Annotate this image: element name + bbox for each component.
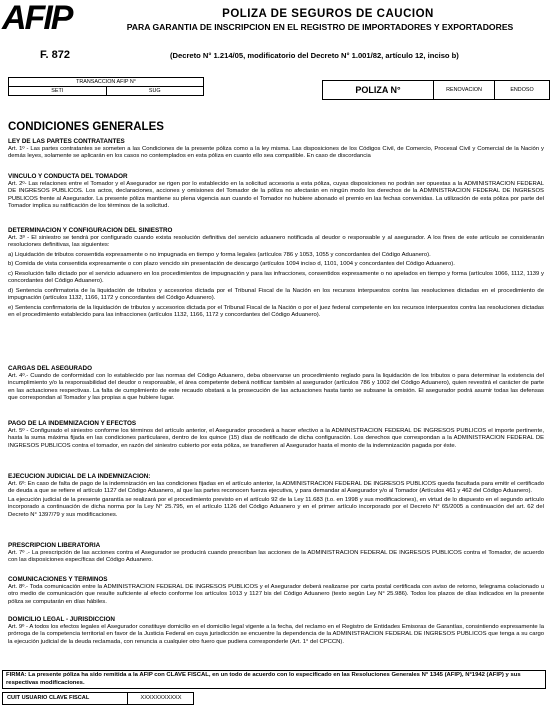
- section-text: Art. 1º - Las partes contratantes se someten a las Condiciones de la presente póliza como a la ley misma. Las disposiciones de los Códigos Civil, de Comercio, Procesal Civil y Comercial de la Nación y demás leyes, solamente se aplicarán en los casos no contemplados en esta póliza en cuanto ello sea compatible. En caso de discordancia: [8, 145, 544, 159]
- section-heading: EJECUCION JUDICIAL DE LA INDEMNIZACION:: [8, 473, 151, 480]
- section-text: Art. 2º- Las relaciones entre el Tomador y el Asegurador se rigen por lo establecido en la solicitud accesoria a esta póliza, cuyas disposiciones no podrán ser opuestas a la ADMINISTRACION FEDERAL DE INGRESOS PUBLICOS. Los actos, declaraciones, acciones y omisiones del Tomador de la póliza no afectarán en ningún modo los derechos de la ADMINISTRACION FEDERAL DE INGRESOS PUBLICOS frente al Asegurador. La presente póliza mantiene su plena vigencia aun cuando el Tomador no hubiere abonado el premio en las fechas convenidas. La utilización de esta póliza por parte del Tomador implica su ratificación de los términos de la solicitud.: [8, 180, 544, 209]
- afip-logo: AFIP: [2, 0, 72, 37]
- section-heading: CARGAS DEL ASEGURADO: [8, 365, 92, 372]
- section-ejecucion: [8, 473, 544, 519]
- section-item: e) Sentencia confirmatoria de la liquidación de tributos y accesorios dictada por el Tribunal Fiscal de la Nación o por el juez federal competente en los recursos interpuestos contra las resoluciones dictadas en el procedimiento establecido para las infracciones (artículos 1132, 1166, 1172 y concordantes del Código Aduanero).: [8, 304, 544, 318]
- section-heading: DETERMINACION Y CONFIGURACION DEL SINIESTRO: [8, 227, 173, 234]
- section-text: Art. 5º - Configurado el siniestro conforme los términos del artículo anterior, el Asegurador procederá a hacer efectivo a la ADMINISTRACION FEDERAL DE INGRESOS PUBLICOS el importe pertinente, hasta la suma máxima fijada en las condiciones particulares, dentro de los quince (15) días de notificado de dicha configuración. Los derechos que correspondan a la ADMINISTRACION FEDERAL DE INGRESOS PUBLICOS contra el tomador, en razón del siniestro cubierto por esta póliza, se transfieren al Asegurador hasta el monto de la indemnización pagada por éste.: [8, 427, 544, 449]
- form-number: F. 872: [40, 49, 70, 61]
- policy-box: [322, 80, 550, 100]
- cuit-value: XXXXXXXXXXX: [127, 693, 194, 704]
- section-heading: VINCULO Y CONDUCTA DEL TOMADOR: [8, 173, 128, 180]
- transaction-label: TRANSACCION AFIP N°: [9, 78, 204, 87]
- section-text: Art. 3º - El siniestro se tendrá por configurado cuando exista resolución definitiva del servicio aduanero notificada al deudor o responsable y al asegurador. A los fines de este artículo se considerarán resoluciones definitivas, las siguientes:: [8, 234, 544, 248]
- seti-field: SETI: [9, 87, 107, 96]
- sug-field: SUG: [106, 87, 204, 96]
- section-item: c) Resolución fallo dictado por el servicio aduanero en los procedimientos de impugnación y para las infracciones, consentidos expresamente o no apelados en tiempo y forma (artículos 1066, 1112, 1139 y concordantes del Código Aduanero).: [8, 270, 544, 284]
- renewal-label: RENOVACION: [434, 81, 495, 99]
- document-title: POLIZA DE SEGUROS DE CAUCION: [222, 8, 434, 20]
- section-prescripcion: [8, 542, 544, 565]
- signature-notice: FIRMA: La presente póliza ha sido remitida a la AFIP con CLAVE FISCAL, en un todo de acuerdo con lo especificado en las Resoluciones Generales N° 1345 (AFIP), N°1942 (AFIP) y sus respectivas modificaciones.: [2, 670, 546, 689]
- section-item: d) Sentencia confirmatoria de la liquidación de tributos y accesorios dictada por el Tribunal Fiscal de la Nación en los recursos interpuestos contra las resoluciones dictadas en el procedimiento de impugnación (artículos 1132, 1166, 1172 y concordantes del Código Aduanero).: [8, 287, 544, 301]
- section-text: Art. 4º.- Cuando de conformidad con lo establecido por las normas del Código Aduanero, deba observarse un procedimiento reglado para la liquidación de los tributos o para determinar la existencia del incumplimiento y/o la responsabilidad del deudor o responsable, el área competente deberá notificar también al asegurador (artículos 786 y 1002 del Código Aduanero), quien revestirá el carácter de parte en las actuaciones respectivas. La falta de cumplimiento de este recaudo obstará a la prosecución de las actuaciones hasta tanto se subsane la omisión. El asegurador podrá asumir todas las defensas que correspondan al Tomador y las propias a que hubiere lugar.: [8, 372, 544, 401]
- section-heading: PRESCRIPCION LIBERATORIA: [8, 542, 101, 549]
- document-subtitle: PARA GARANTIA DE INSCRIPCION EN EL REGISTRO DE IMPORTADORES Y EXPORTADORES: [126, 22, 514, 32]
- transaction-box: [8, 77, 204, 96]
- section-ley: [8, 138, 544, 161]
- policy-number-label: POLIZA N°: [323, 81, 434, 99]
- cuit-label: CUIT USUARIO CLAVE FISCAL: [7, 695, 90, 701]
- section-item: b) Comida de vista consentida expresamente o con plazo vencido sin presentación de descargo (artículos 1094 inciso d, 1101, 1004 y concordantes del Código Aduanero).: [8, 261, 455, 267]
- section-heading: COMUNICACIONES Y TERMINOS: [8, 576, 108, 583]
- section-vinculo: [8, 173, 544, 211]
- conditions-title: CONDICIONES GENERALES: [8, 121, 164, 133]
- section-heading: PAGO DE LA INDEMNIZACION Y EFECTOS: [8, 420, 137, 427]
- section-text: Art. 8º.- Toda comunicación entre la ADMINISTRACION FEDERAL DE INGRESOS PUBLICOS y el Asegurador deberá realizarse por carta postal certificada con aviso de retorno, telegrama colacionado u otro medio de comunicación que resulte suficiente al efecto conforme los artículos 1013 y 1127 bis del Código Aduanero (texto según Ley N° 25.986). Todos los plazos de días indicados en la presente póliza se computarán en días hábiles.: [8, 583, 544, 605]
- section-cargas: [8, 365, 544, 403]
- decree-reference: (Decreto N° 1.214/05, modificatorio del Decreto N° 1.001/82, artículo 12, inciso b): [170, 51, 459, 60]
- section-text: Art. 7º .- La prescripción de las acciones contra el Asegurador se producirá cuando prescriban las acciones de la ADMINISTRACION FEDERAL DE INGRESOS PUBLICOS contra el Tomador, de acuerdo con las disposiciones específicas del Código Aduanero.: [8, 549, 544, 563]
- cuit-box: [2, 692, 194, 705]
- section-heading: LEY DE LAS PARTES CONTRATANTES: [8, 138, 125, 145]
- section-text: Art. 6º: En caso de falta de pago de la indemnización en las condiciones fijadas en el artículo anterior, la ADMINISTRACION FEDERAL DE INGRESOS PUBLICOS queda facultada para emitir el certificado de deuda a que se refiere el artículo 1127 del Código Aduanero, al que las partes reconocen fuerza ejecutiva, y para demandar al Asegurador y/o al Tomador (Artículos 461 y 462 del Código Aduanero).: [8, 480, 544, 494]
- endorsement-label: ENDOSO: [510, 87, 534, 93]
- section-text: La ejecución judicial de la presente garantía se realizará por el procedimiento previsto en el artículo 92 de la Ley 11.683 (t.o. en 1998 y sus modificaciones), en virtud de lo dispuesto en el segundo artículo incorporado a continuación de dicha norma por la Ley N° 25.795, en el artículo 1126 del Código Aduanero y en el primer artículo incorporado por el Decreto N° 65/2005 a continuación del art. 62 del Decreto N° 1397/79 y sus modificaciones.: [8, 496, 544, 518]
- section-siniestro: [8, 227, 544, 320]
- section-item: a) Liquidación de tributos consentida expresamente o no impugnada en tiempo y forma legales (artículos 786 y 1053, 1055 y concordantes del Código Aduanero).: [8, 251, 431, 258]
- section-pago: [8, 420, 544, 450]
- section-domicilio: [8, 616, 544, 646]
- section-text: Art. 9º - A todos los efectos legales el Asegurador constituye domicilio en el domicilio legal vigente a la fecha, del reclamo en el Registro de Entidades Emisoras de Garantías, consintiendo expresamente la prórroga de la competencia territorial en favor de la Justicia Federal en cuya jurisdicción se encuentre la dependencia de la ADMINISTRACION FEDERAL DE INGRESOS PUBLICOS que tenga a su cargo la ejecución judicial de la deuda reclamada, con renuncia a cualquier otro fuero que pudiera corresponderle (Art. 1° del CPCCN).: [8, 623, 544, 645]
- section-comunicaciones: [8, 576, 544, 606]
- section-heading: DOMICILIO LEGAL - JURISDICCION: [8, 616, 115, 623]
